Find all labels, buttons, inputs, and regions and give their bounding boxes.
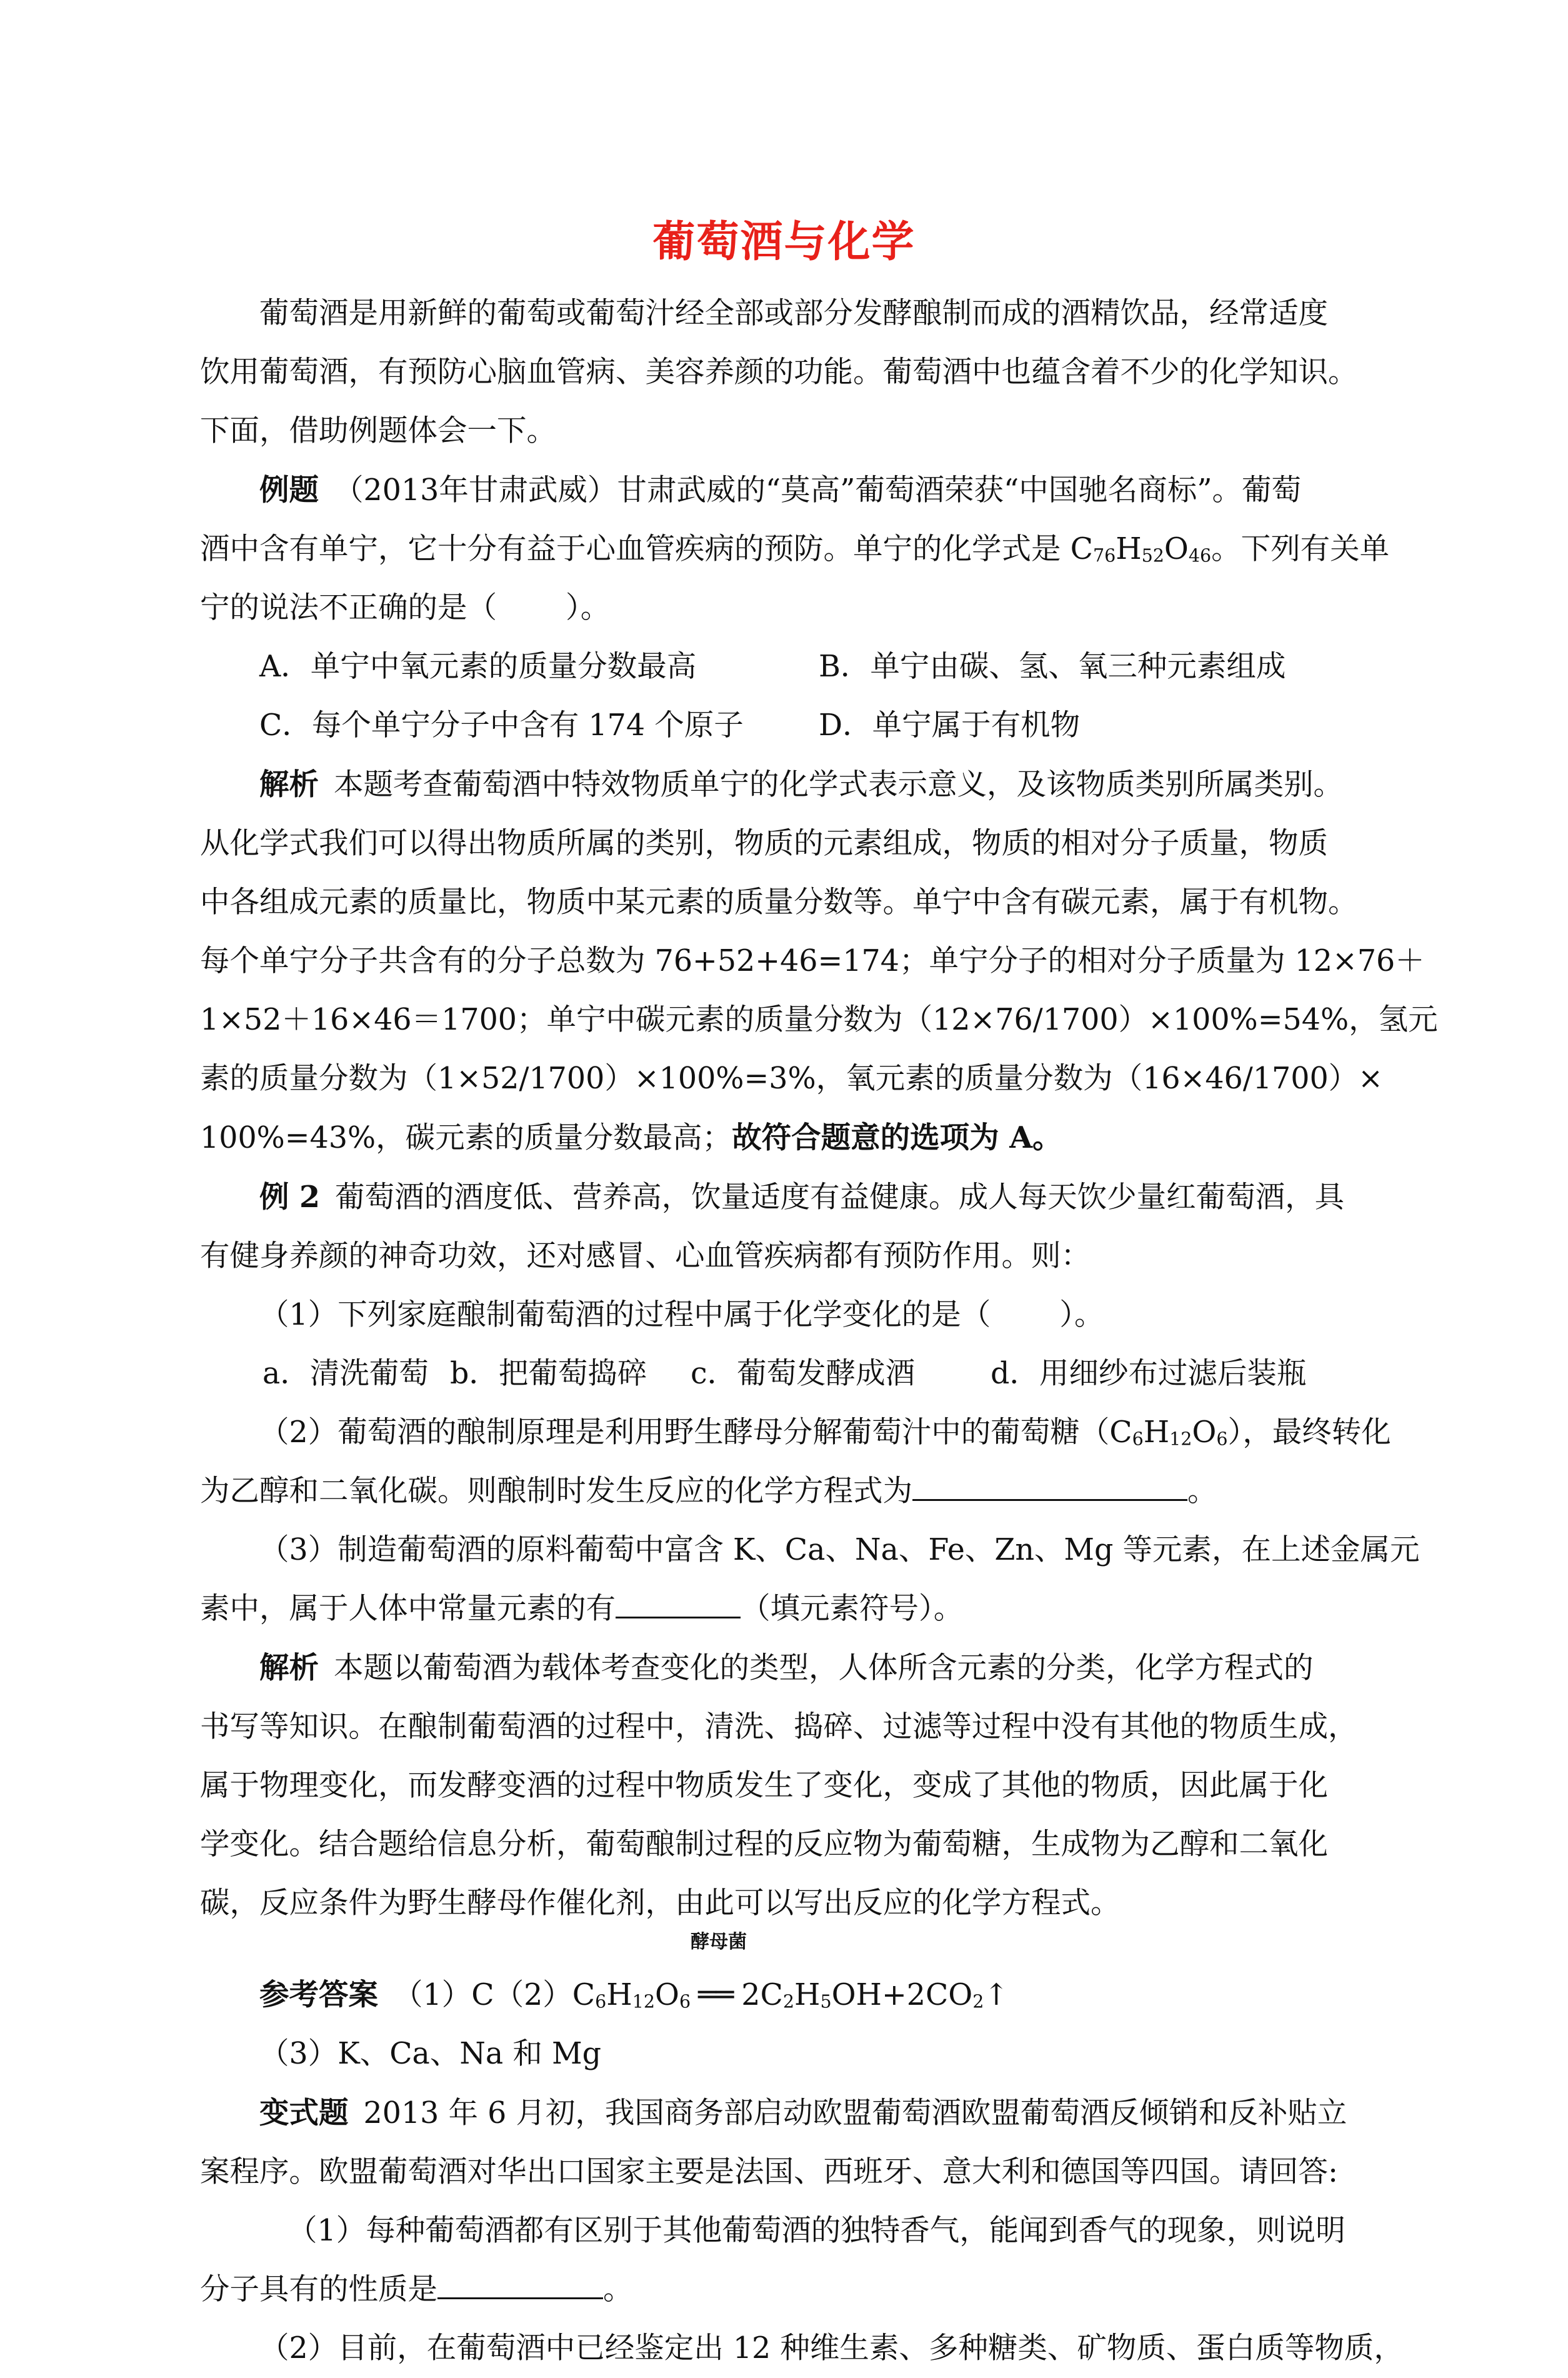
example1-label: 例题 bbox=[259, 473, 319, 508]
analysis1-line: 每个单宁分子共含有的分子总数为 76+52+46=174；单宁分子的相对分子质量为 12×76＋ bbox=[200, 944, 1425, 978]
intro-line: 葡萄酒是用新鲜的葡萄或葡萄汁经全部或部分发酵酿制而成的酒精饮品，经常适度 bbox=[259, 296, 1328, 331]
reaction-equals: 酵母菌 ══ bbox=[691, 1931, 747, 2012]
option-b: B．单宁由碳、氢、氧三种元素组成 bbox=[819, 650, 1286, 684]
analysis1-line: 1×52＋16×46＝1700；单宁中碳元素的质量分数为（12×76/1700）×100%=54%，氢元 bbox=[200, 1003, 1438, 1037]
reference-answer-line: （3）K、Ca、Na 和 Mg bbox=[259, 2037, 601, 2071]
analysis1-line: 素的质量分数为（1×52/1700）×100%=3%，氧元素的质量分数为（16×46/1700）× bbox=[200, 1061, 1383, 1096]
example2-question-3: （3）制造葡萄酒的原料葡萄中富含 K、Ca、Na、Fe、Zn、Mg 等元素，在上述金属元 bbox=[259, 1533, 1420, 1567]
example2-question-1: （1）下列家庭酿制葡萄酒的过程中属于化学变化的是（ ）。 bbox=[259, 1298, 1104, 1332]
variant-line: 案程序。欧盟葡萄酒对华出口国家主要是法国、西班牙、意大利和德国等四国。请回答: bbox=[200, 2155, 1338, 2189]
answer-conclusion: 故符合题意的选项为 A。 bbox=[732, 1120, 1062, 1155]
example2-label: 例 2 bbox=[259, 1180, 321, 1215]
analysis1-line: 中各组成元素的质量比，物质中某元素的质量分数等。单宁中含有碳元素，属于有机物。 bbox=[200, 885, 1358, 920]
example1-options-row bbox=[200, 696, 1387, 755]
example2-line: 例 2 葡萄酒的酒度低、营养高，饮量适度有益健康。成人每天饮少量红葡萄酒，具 bbox=[259, 1180, 1345, 1215]
example2-line: 有健身养颜的神奇功效，还对感冒、心血管疾病都有预防作用。则： bbox=[200, 1239, 1091, 1273]
reaction-condition: 酵母菌 bbox=[691, 1931, 747, 1953]
variant-question-1: （1）每种葡萄酒都有区别于其他葡萄酒的独特香气，能闻到香气的现象，则说明 bbox=[287, 2214, 1346, 2248]
variant-label: 变式题 bbox=[259, 2095, 349, 2130]
example2-q1-options bbox=[200, 1345, 1387, 1403]
answer-blank[interactable] bbox=[437, 2272, 603, 2299]
analysis2-line: 碳，反应条件为野生酵母作催化剂，由此可以写出反应的化学方程式。 bbox=[200, 1886, 1121, 1920]
variant-question-1-line2: 分子具有的性质是 。 bbox=[200, 2272, 633, 2307]
analysis2-line: 属于物理变化，而发酵变酒的过程中物质发生了变化，变成了其他的物质，因此属于化 bbox=[200, 1768, 1328, 1803]
variant-question-2: （2）目前，在葡萄酒中已经鉴定出 12 种维生素、多种糖类、矿物质、蛋白质等物质， bbox=[259, 2331, 1404, 2365]
option-d: D．单宁属于有机物 bbox=[819, 708, 1081, 743]
variant-line: 变式题 2013 年 6 月初，我国商务部启动欧盟葡萄酒欧盟葡萄酒反倾销和反补贴立 bbox=[259, 2095, 1347, 2130]
document-body bbox=[200, 284, 1438, 2378]
example2-question-2-line2: 为乙醇和二氧化碳。则酿制时发生反应的化学方程式为 。 bbox=[200, 1474, 1217, 1508]
reference-answer-line: 参考答案 $(1)C(2)C_6H_{12}O_6$ 酵母菌 ══ $2C_2H_5OH+2CO_2↑$ bbox=[200, 1965, 1387, 2025]
option-c: c．葡萄发酵成酒 bbox=[691, 1357, 916, 1391]
intro-line: 饮用葡萄酒，有预防心脑血管病、美容养颜的功能。葡萄酒中也蕴含着不少的化学知识。 bbox=[200, 355, 1358, 389]
analysis2-label: 解析 bbox=[259, 1650, 319, 1685]
option-d: d．用细纱布过滤后装瓶 bbox=[991, 1357, 1307, 1391]
option-a: A．单宁中氧元素的质量分数最高 bbox=[259, 650, 697, 684]
analysis2-line: 解析 本题以葡萄酒为载体考查变化的类型，人体所含元素的分类，化学方程式的 bbox=[259, 1650, 1314, 1685]
answer-blank[interactable] bbox=[912, 1474, 1187, 1501]
analysis1-line: 100%=43%，碳元素的质量分数最高；故符合题意的选项为 A。 bbox=[200, 1120, 1062, 1155]
option-a: a．清洗葡萄 bbox=[262, 1357, 429, 1391]
gas-arrow: ↑ bbox=[984, 1978, 1009, 2012]
answer-blank[interactable] bbox=[616, 1592, 741, 1618]
intro-line: 下面，借助例题体会一下。 bbox=[200, 414, 556, 448]
analysis2-line: 书写等知识。在酿制葡萄酒的过程中，清洗、捣碎、过滤等过程中没有其他的物质生成， bbox=[200, 1710, 1358, 1744]
option-c: C．每个单宁分子中含有 174 个原子 bbox=[259, 708, 744, 743]
example2-question-2: （2）葡萄酒的酿制原理是利用野生酵母分解葡萄汁中的葡萄糖$(C_6H_{12}O_6)$，最终转化 bbox=[259, 1415, 1391, 1450]
analysis2-line: 学变化。结合题给信息分析，葡萄酿制过程的反应物为葡萄糖，生成物为乙醇和二氧化 bbox=[200, 1827, 1328, 1862]
document-title: 葡萄酒与化学 bbox=[652, 217, 916, 267]
example1-options-row bbox=[200, 638, 1387, 696]
analysis1-label: 解析 bbox=[259, 767, 319, 802]
analysis1-line: 从化学式我们可以得出物质所属的类别，物质的元素组成，物质的相对分子质量，物质 bbox=[200, 826, 1328, 861]
example1-line: 酒中含有单宁，它十分有益于心血管疾病的预防。单宁的化学式是 $C_{76}H_{52}O_{46}$。下列有关单 bbox=[200, 532, 1390, 566]
reference-answer-label: 参考答案 bbox=[259, 1977, 378, 2012]
option-b: b．把葡萄捣碎 bbox=[450, 1357, 647, 1391]
analysis1-line: 解析 本题考查葡萄酒中特效物质单宁的化学式表示意义，及该物质类别所属类别。 bbox=[259, 767, 1343, 802]
example2-question-3-line2: 素中，属于人体中常量元素的有 （填元素符号）。 bbox=[200, 1592, 964, 1626]
example1-line: 宁的说法不正确的是（ ）。 bbox=[200, 591, 611, 625]
example1-line: 例题 （2013年甘肃武威）甘肃武威的“莫高”葡萄酒荣获“中国驰名商标”。葡萄 bbox=[259, 473, 1302, 508]
